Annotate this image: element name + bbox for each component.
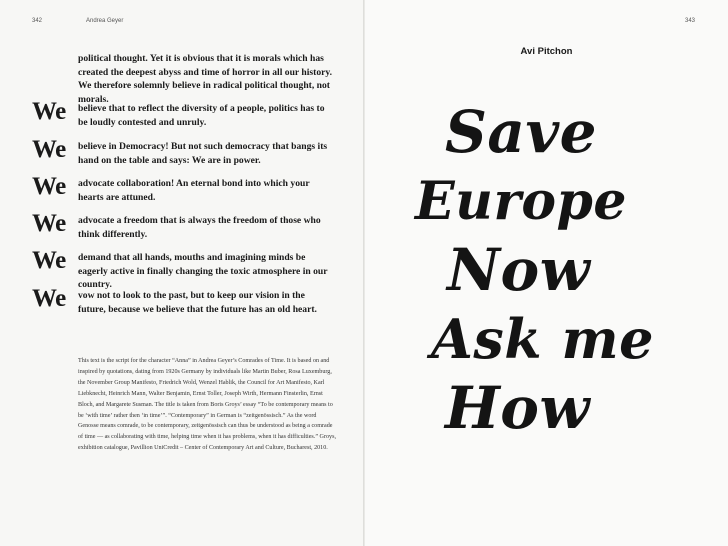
we-word: We (32, 210, 66, 237)
we-word: We (32, 173, 66, 200)
we-word: We (32, 136, 66, 163)
statement-text: advocate a freedom that is always the freedom of those who think differently. (78, 215, 321, 240)
slogan-line: Ask me (431, 307, 655, 371)
slogan-line: Save (445, 98, 598, 166)
statement-4 (32, 210, 334, 240)
slogan (415, 98, 715, 443)
page-number-right: 343 (685, 18, 696, 24)
slogan-line: Now (447, 236, 591, 304)
statement-5 (32, 247, 334, 291)
artist-name: Avi Pitchon (520, 46, 573, 57)
statement-text: vow not to look to the past, but to keep our vision in the future, because we believe that the future has an old heart. (78, 290, 317, 315)
page-number-left: 342 (32, 18, 43, 24)
statement-1 (32, 98, 334, 128)
we-word: We (32, 285, 66, 312)
statement-text: believe that to reflect the diversity of a people, politics has to be loudly contested and unruly. (78, 103, 325, 128)
we-word: We (32, 98, 66, 125)
statement-text: advocate collaboration! An eternal bond into which your hearts are attuned. (78, 178, 310, 203)
right-page (365, 0, 728, 546)
statement-text: believe in Democracy! But not such democracy that bangs its hand on the table and says: We are in power. (78, 141, 328, 166)
statement-text: demand that all hands, mouths and imagining minds be eagerly active in finally changing the toxic atmosphere in our country. (78, 252, 328, 291)
slogan-line: Europe (415, 171, 627, 232)
intro-paragraph: political thought. Yet it is obvious that it is morals which has created the deepest abyss and time of horror in all our history. We therefore solemnly believe in radical political thought, not morals. (78, 53, 333, 106)
footnote: This text is the script for the character “Anna” in Andrea Geyer’s Comrades of Time. It is based on and inspired by quotations, dating from 1920s Germany by individuals like Martin Buber, Rosa Luxemburg, the November Group Manifesto, Friedrich Wold, Wenzel Hablik, the Council for Art Manifesto, Karl Liebknecht, Heinrich Mann, Walter Benjamin, Ernst Toller, Joseph Wirth, Hermann Finsterlin, Ernst Bloch, and Margarete Susman. The title is taken from Boris Groys’ essay “To be contemporary means to be ‘with time’ rather then ‘in time’”. “Contemporary” in German is “zeitgenössisch.” As the word Genosse means comrade, to be contemporary, zeitgenössisch can thus be understood as being a comrade of time — as collaborating with time, helping time when it has problems, when it has difficulties.” Groys, exhibition catalogue, Pavillion UniCredit – Center of Contemporary Art and Culture, Bucharest, 2010. (78, 358, 336, 452)
statement-6 (32, 285, 334, 315)
statement-3 (32, 173, 334, 203)
running-head: Andrea Geyer (86, 18, 124, 24)
slogan-line: How (445, 374, 590, 442)
statement-2 (32, 136, 334, 166)
we-word: We (32, 247, 66, 274)
